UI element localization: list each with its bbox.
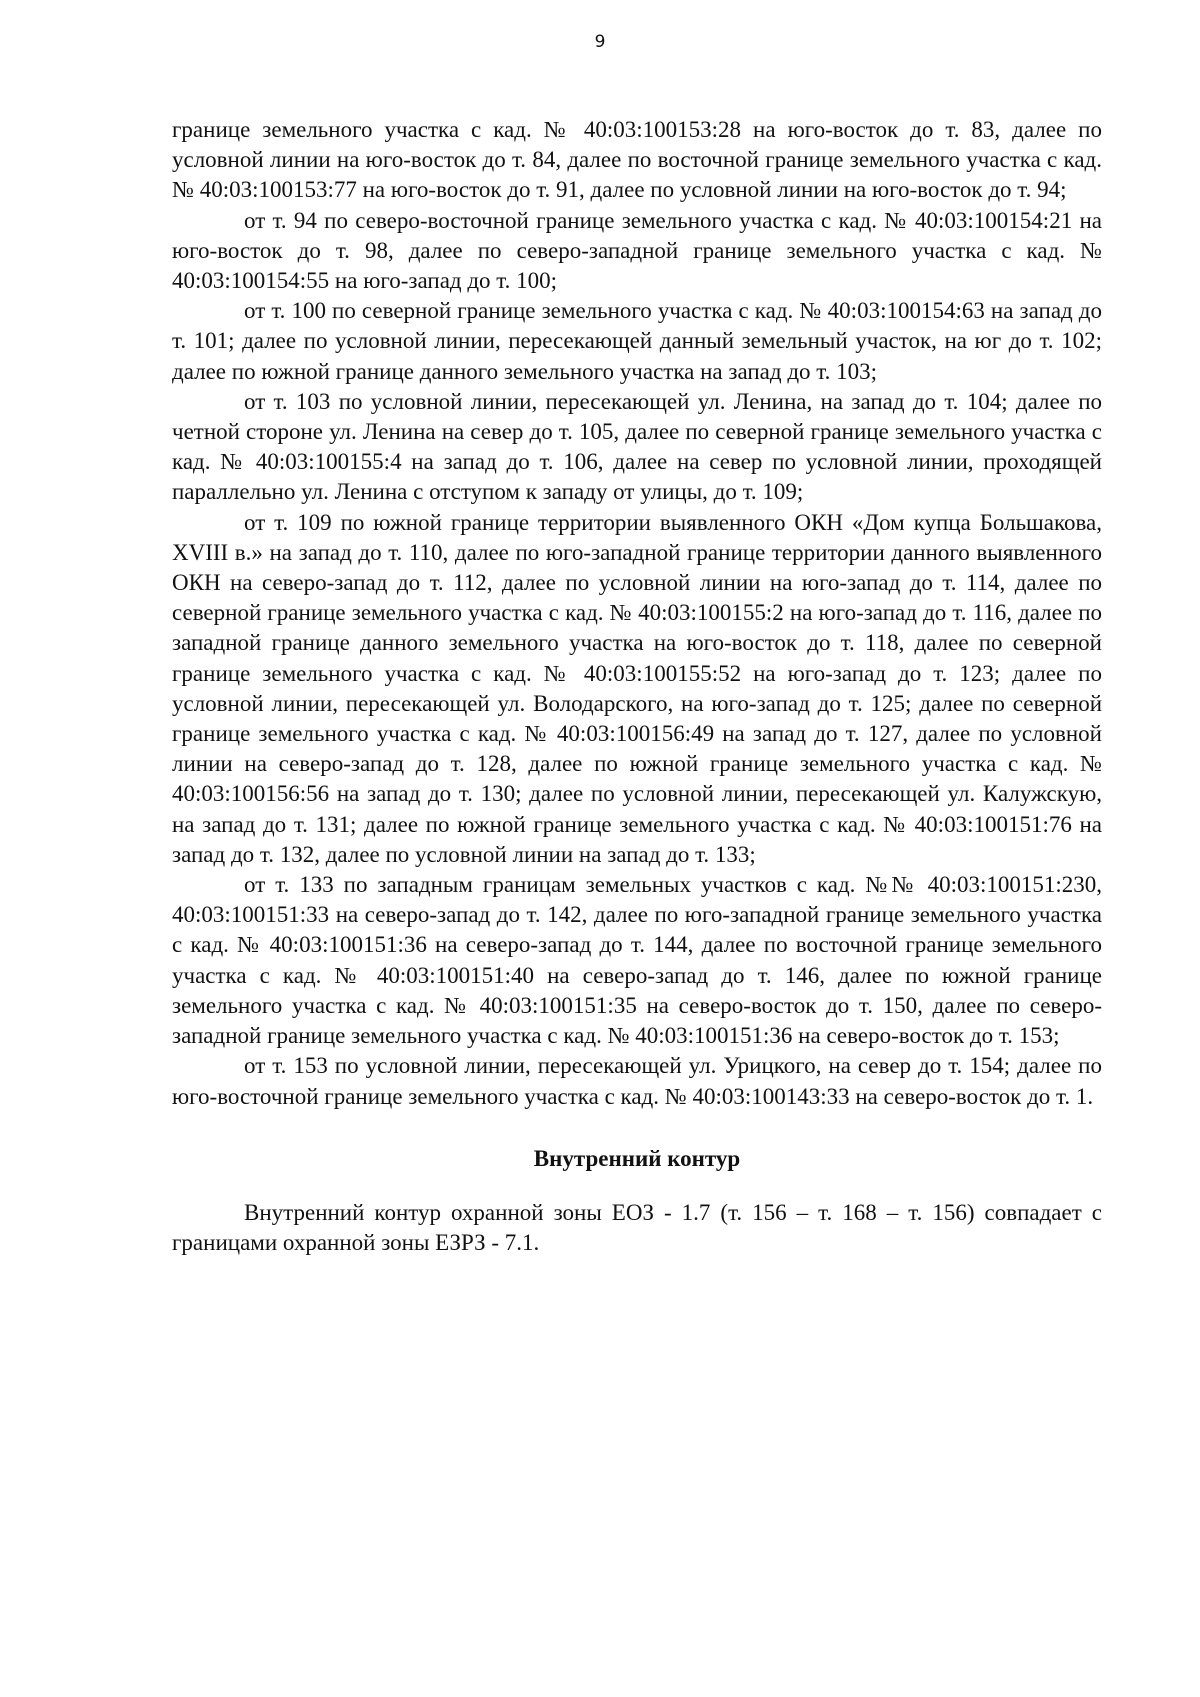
paragraph-3: от т. 100 по северной границе земельного участка с кад. № 40:03:100154:63 на запад до т. 101; далее по условной линии, пересекающей данный земельный участок, на юг до т. 102; далее по южной границе данного земельного участка на запад до т. 103; — [172, 298, 1102, 384]
paragraph-7: от т. 153 по условной линии, пересекающей ул. Урицкого, на север до т. 154; далее по юго-восточной границе земельного участка с кад. № 40:03:100143:33 на северо-восток до т. 1. — [172, 1053, 1102, 1109]
page-number: 9 — [594, 32, 606, 52]
paragraph-1: границе земельного участка с кад. № 40:03:100153:28 на юго-восток до т. 83, далее по условной линии на юго-восток до т. 84, далее по восточной границе земельного участка с кад. № 40:03:100153:77 на юго-восток до т. 91, далее по условной линии на юго-восток до т. 94; — [172, 117, 1102, 203]
paragraph-4: от т. 103 по условной линии, пересекающей ул. Ленина, на запад до т. 104; далее по четной стороне ул. Ленина на север до т. 105, далее по северной границе земельного участка с кад. № 40:03:100155:4 на запад до т. 106, далее на север по условной линии, проходящей параллельно ул. Ленина с отступом к западу от улицы, до т. 109; — [172, 388, 1102, 505]
document-body — [172, 115, 1102, 1258]
paragraph-6: от т. 133 по западным границам земельных участков с кад. №№ 40:03:100151:230, 40:03:100151:33 на северо-запад до т. 142, далее по юго-западной границе земельного участка с кад. № 40:03:100151:36 на северо-запад до т. 144, далее по восточной границе земельного участка с кад. № 40:03:100151:40 на северо-запад до т. 146, далее по южной границе земельного участка с кад. № 40:03:100151:35 на северо-восток до т. 150, далее по северо-западной границе земельного участка с кад. № 40:03:100151:36 на северо-восток до т. 153; — [172, 872, 1102, 1049]
section-paragraph: Внутренний контур охранной зоны ЕОЗ - 1.7 (т. 156 – т. 168 – т. 156) совпадает с границами охранной зоны ЕЗРЗ - 7.1. — [172, 1199, 1102, 1256]
paragraph-5: от т. 109 по южной границе территории выявленного ОКН «Дом купца Большакова, XVIII в.» на запад до т. 110, далее по юго-западной границе территории данного выявленного ОКН на северо-запад до т. 112, далее по условной линии на юго-запад до т. 114, далее по северной границе земельного участка с кад. № 40:03:100155:2 на юго-запад до т. 116, далее по западной границе данного земельного участка на юго-восток до т. 118, далее по северной границе земельного участка с кад. № 40:03:100155:52 на юго-запад до т. 123; далее по условной линии, пересекающей ул. Володарского, на юго-запад до т. 125; далее по северной границе земельного участка с кад. № 40:03:100156:49 на запад до т. 127, далее по условной линии на северо-запад до т. 128, далее по южной границе земельного участка с кад. № 40:03:100156:56 на запад до т. 130; далее по условной линии, пересекающей ул. Калужскую, на запад до т. 131; далее по южной границе земельного участка с кад. № 40:03:100151:76 на запад до т. 132, далее по условной линии на запад до т. 133; — [172, 509, 1102, 867]
section-heading: Внутренний контур — [533, 1145, 741, 1171]
paragraph-2: от т. 94 по северо-восточной границе земельного участка с кад. № 40:03:100154:21 на юго-восток до т. 98, далее по северо-западной границе земельного участка с кад. № 40:03:100154:55 на юго-запад до т. 100; — [172, 207, 1102, 294]
